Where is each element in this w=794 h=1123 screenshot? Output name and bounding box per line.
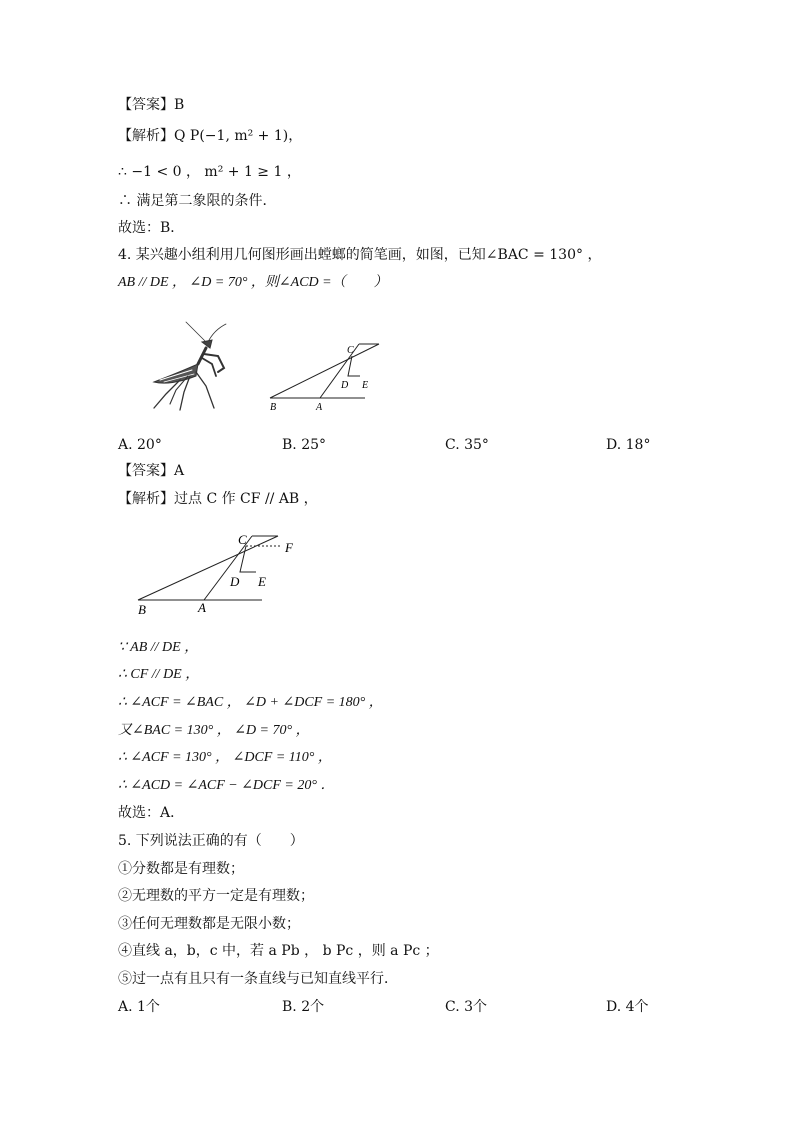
q3-answer: 【答案】B [118, 97, 185, 113]
q4-step-2: ∴ CF // DE ， [118, 667, 200, 682]
q5-statement-1: ①分数都是有理数； [118, 861, 244, 877]
q5-statement-3: ③任何无理数都是无限小数； [118, 916, 300, 932]
q4-step-4: 又∠BAC = 130° ， ∠D = 70° ， [118, 723, 310, 738]
q3-choice: 故选：B． [118, 220, 185, 236]
q4-analysis: 【解析】过点 C 作 CF // AB ， [118, 491, 318, 507]
q5-option-a: A. 1个 [118, 999, 160, 1015]
q4-option-d: D. 18° [606, 437, 651, 453]
q4-step-1: ∵ AB // DE ， [118, 640, 199, 655]
q5-stem: 5. 下列说法正确的有（ ） [118, 833, 304, 849]
q3-step-1: ∴ −1 < 0 ， m² + 1 ≥ 1 ， [118, 164, 301, 180]
q5-statement-5: ⑤过一点有且只有一条直线与已知直线平行． [118, 971, 398, 987]
label-c: C [347, 345, 354, 356]
q4-choice: 故选：A． [118, 805, 185, 821]
q4-option-a: A. 20° [118, 437, 162, 453]
q3-step-2: ∴ 满足第二象限的条件． [118, 193, 277, 209]
q4-step-5: ∴ ∠ACF = 130° ， ∠DCF = 110° ， [118, 750, 332, 765]
q5-option-c: C. 3个 [445, 999, 488, 1015]
q4-step-6: ∴ ∠ACD = ∠ACF − ∠DCF = 20° ． [118, 778, 335, 793]
q4-stem-line-2: AB // DE ， ∠D = 70° ，则∠ACD =（ ） [118, 275, 388, 290]
label-a: A [316, 402, 323, 413]
label-b-2: B [138, 602, 146, 617]
mantis-image [140, 320, 255, 415]
label-e-2: E [258, 574, 266, 589]
label-e: E [362, 380, 369, 391]
q5-option-b: B. 2个 [282, 999, 325, 1015]
q4-figure [262, 338, 392, 418]
label-f-2: F [285, 540, 293, 555]
q4-stem-line-1: 4. 某兴趣小组利用几何图形画出螳螂的简笔画，如图，已知∠BAC = 130° ， [118, 247, 602, 263]
q4-option-c: C. 35° [445, 437, 489, 453]
q5-statement-2: ②无理数的平方一定是有理数； [118, 888, 314, 904]
q5-option-d: D. 4个 [606, 999, 649, 1015]
label-b: B [270, 402, 277, 413]
q4-option-b: B. 25° [282, 437, 327, 453]
label-d-2: D [230, 574, 240, 589]
q4-step-3: ∴ ∠ACF = ∠BAC ， ∠D + ∠DCF = 180° ， [118, 695, 383, 710]
line-bc-2 [138, 536, 278, 600]
q4-answer: 【答案】A [118, 463, 185, 479]
label-c-2: C [238, 532, 247, 547]
label-d: D [341, 380, 349, 391]
label-a-2: A [198, 600, 206, 615]
q5-statement-4: ④直线 a，b，c 中，若 a Pb ， b Pc ，则 a Pc ； [118, 943, 439, 959]
q3-analysis: 【解析】Q P(−1, m² + 1)， [118, 128, 303, 144]
q4-analysis-figure [130, 528, 310, 620]
